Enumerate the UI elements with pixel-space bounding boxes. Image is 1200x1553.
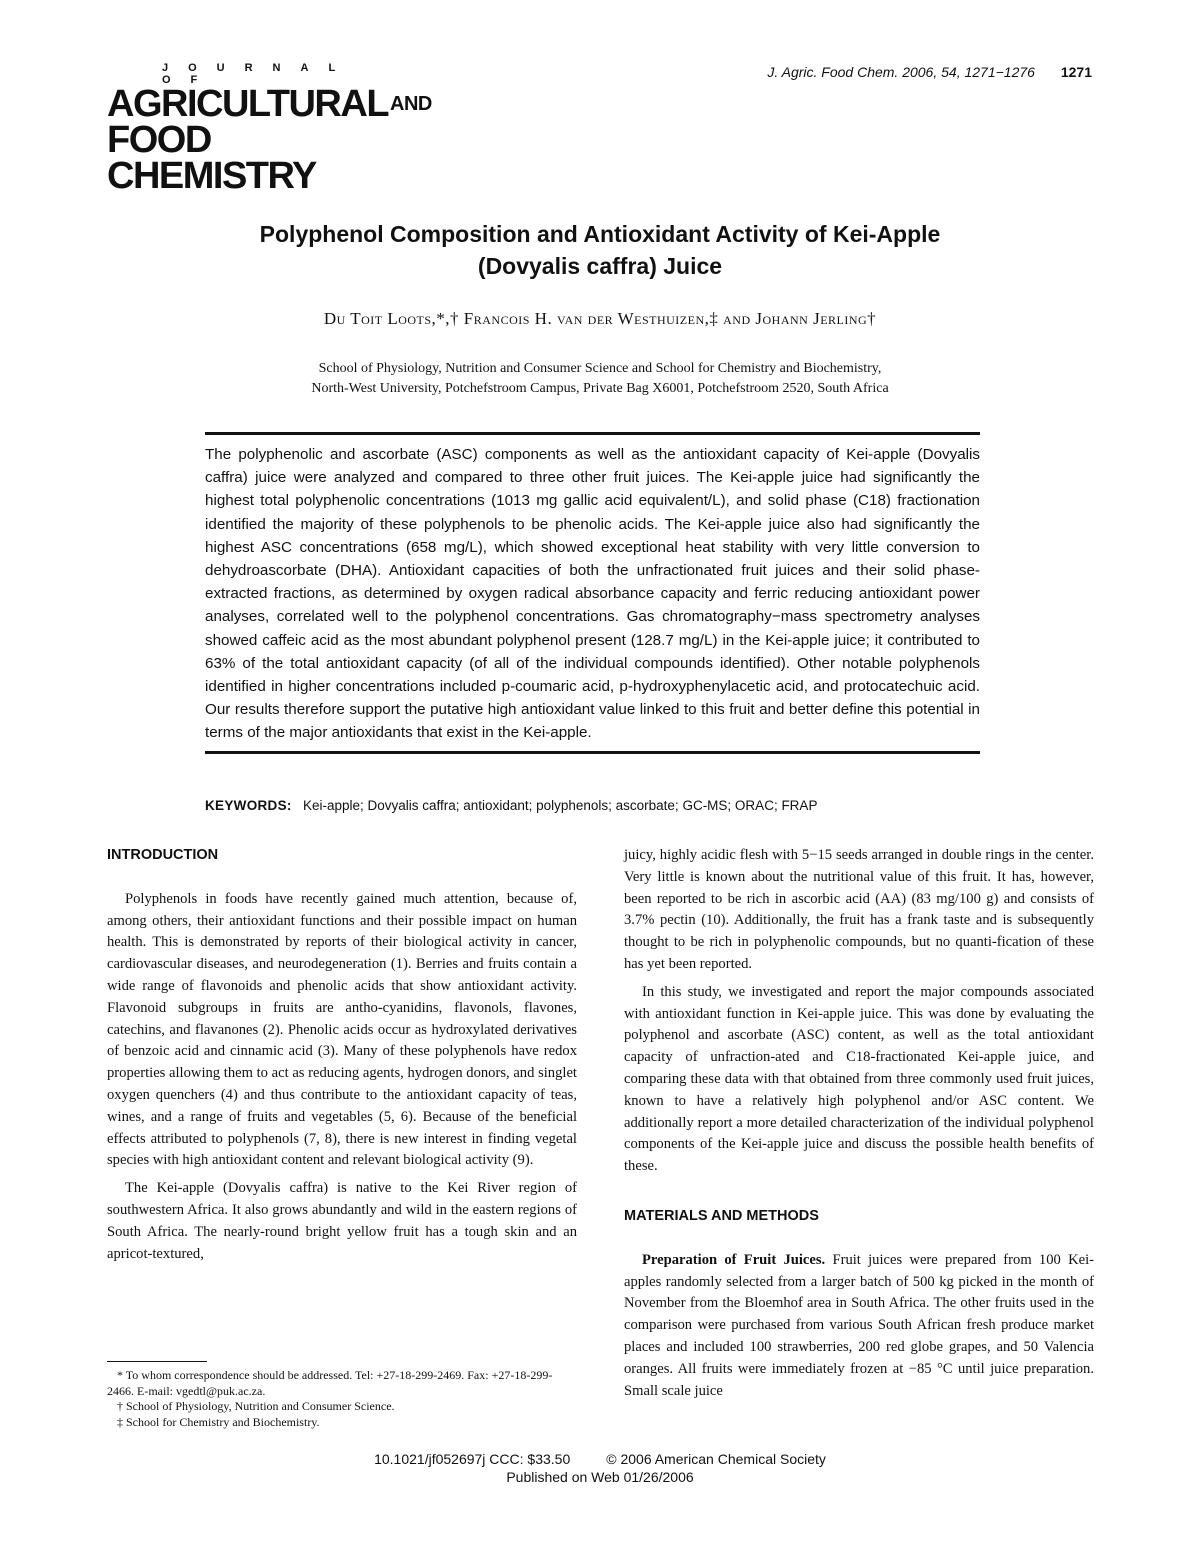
journal-logo-line2: FOOD CHEMISTRY bbox=[107, 119, 316, 197]
abstract-box bbox=[205, 432, 980, 754]
footnotes bbox=[107, 1368, 577, 1430]
keywords bbox=[205, 798, 980, 813]
footer-doi: 10.1021/jf052697j CCC: $33.50 bbox=[374, 1451, 571, 1467]
footer-line1 bbox=[300, 1450, 900, 1468]
citation-header bbox=[767, 64, 1092, 80]
footnote-correspondence: * To whom correspondence should be addressed. Tel: +27-18-299-2469. Fax: +27-18-299-2466. E-mail: vgedtl@puk.ac.za. bbox=[107, 1368, 553, 1398]
footnote-double-dagger: ‡ School for Chemistry and Biochemistry. bbox=[117, 1414, 320, 1429]
keywords-text: Kei-apple; Dovyalis caffra; antioxidant; polyphenols; ascorbate; GC-MS; ORAC; FRAP bbox=[302, 798, 818, 813]
introduction-heading: INTRODUCTION bbox=[107, 847, 219, 863]
article-title-line2: (Dovyalis caffra) Juice bbox=[477, 253, 723, 279]
journal-logo-and: AND bbox=[390, 93, 432, 115]
page-number: 1271 bbox=[1060, 64, 1092, 80]
article-title-line1: Polyphenol Composition and Antioxidant Activity of Kei-Apple bbox=[259, 221, 941, 247]
right-paragraph-2: In this study, we investigated and report the major compounds associated with antioxidant function in Kei-apple juice. This was done by evaluating the polyphenol and ascorbate (ASC) content, as well as the total antioxidant capacity of unfraction-ated and C18-fractionated Kei-apple juice, and comparing these data with that obtained from three commonly used fruit juices, known to have a relatively high polyphenol and/or ASC content. We additionally report a more detailed characterization of the individual polyphenol components of the Kei-apple juice and discuss the possible health benefits of these. bbox=[624, 983, 1094, 1175]
right-column bbox=[624, 845, 1094, 1402]
article-title bbox=[100, 218, 1100, 282]
methods-paragraph-1 bbox=[624, 1250, 1094, 1403]
footnote-dagger: † School of Physiology, Nutrition and Consumer Science. bbox=[117, 1399, 395, 1413]
article-affiliation bbox=[100, 359, 1100, 399]
journal-logo-agricultural: AGRICULTURAL bbox=[107, 83, 389, 125]
article-authors: Du Toit Loots,*,† Francois H. van der Westhuizen,‡ and Johann Jerling† bbox=[323, 309, 877, 328]
journal-logo-top: JOURNAL OF bbox=[162, 62, 355, 86]
affiliation-line2: North-West University, Potchefstroom Campus, Private Bag X6001, Potchefstroom 2520, South Africa bbox=[311, 381, 889, 396]
keywords-label: KEYWORDS: bbox=[205, 798, 292, 813]
footnote-rule bbox=[107, 1361, 207, 1362]
citation-text: J. Agric. Food Chem. 2006, 54, 1271−1276 bbox=[767, 64, 1035, 80]
journal-logo-line1 bbox=[107, 83, 432, 125]
journal-logo bbox=[107, 62, 432, 197]
affiliation-line1: School of Physiology, Nutrition and Consumer Science and School for Chemistry and Biochemistry, bbox=[318, 361, 882, 376]
footer-published: Published on Web 01/26/2006 bbox=[506, 1469, 694, 1485]
page-footer bbox=[300, 1450, 900, 1486]
intro-paragraph-1: Polyphenols in foods have recently gained much attention, because of, among others, their antioxidant functions and their possible impact on human health. This is demonstrated by reports of their biological activity in cancer, cardiovascular diseases, and neurodegeneration (1). Berries and fruits contain a wide range of flavonoids and phenolic acids that show antioxidant activity. Flavonoid subgroups in fruits are antho-cyanidins, flavonols, flavones, catechins, and flavanones (2). Phenolic acids occur as hydroxylated derivatives of benzoic acid and cinnamic acid (3). Many of these polyphenols have redox properties allowing them to act as reducing agents, hydrogen donors, and singlet oxygen quenchers (4) and thus contribute to the antioxidant capacity of teas, wines, and a range of fruits and vegetables (5, 6). Because of the beneficial effects attributed to polyphenols (7, 8), there is new interest in finding vegetal species with high antioxidant content and relevant biological activity (9). bbox=[107, 890, 577, 1169]
methods-heading: MATERIALS AND METHODS bbox=[624, 1207, 819, 1224]
abstract-text: The polyphenolic and ascorbate (ASC) components as well as the antioxidant capacity of Kei-apple (Dovyalis caffra) juice were analyzed and compared to three other fruit juices. The Kei-apple juice had significantly the highest total polyphenolic concentrations (1013 mg gallic acid equivalent/L), and solid phase (C18) fractionation identified the majority of these polyphenols to be phenolic acids. The Kei-apple juice also had significantly the highest ASC concentrations (658 mg/L), which showed exceptional heat stability with very little conversion to dehydroascorbate (DHA). Antioxidant capacities of both the unfractionated fruit juices and their solid phase-extracted fractions, as determined by oxygen radical absorbance capacity and ferric reducing antioxidant power analyses, correlated well to the polyphenol concentrations. Gas chromatography−mass spectrometry analyses showed caffeic acid as the most abundant polyphenol present (128.7 mg/L) in the Kei-apple juice; it contributed to 63% of the total antioxidant capacity (of all of the individual compounds identified). Other notable polyphenols identified in higher concentrations included p-coumaric acid, p-hydroxyphenylacetic acid, and protocatechuic acid. Our results therefore support the putative high antioxidant value linked to this fruit and better define this potential in terms of the major antioxidants that exist in the Kei-apple. bbox=[205, 446, 980, 742]
left-column bbox=[107, 845, 577, 1265]
methods-text: Fruit juices were prepared from 100 Kei-apples randomly selected from a larger batch of 500 kg picked in the month of November from the Bloemhof area in South Africa. The other fruits used in the comparison were purchased from various South African fresh produce market places and included 100 strawberries, 200 red globe grapes, and 50 Valencia oranges. All fruits were immediately frozen at −85 °C until juice preparation. Small scale juice bbox=[624, 1251, 1095, 1399]
footer-copyright: © 2006 American Chemical Society bbox=[606, 1451, 826, 1467]
methods-run-in: Preparation of Fruit Juices. bbox=[642, 1251, 826, 1268]
intro-paragraph-2: The Kei-apple (Dovyalis caffra) is native to the Kei River region of southwestern Africa. It also grows abundantly and wild in the eastern regions of South Africa. The nearly-round bright yellow fruit has a tough skin and an apricot-textured, bbox=[107, 1180, 577, 1262]
right-paragraph-1: juicy, highly acidic flesh with 5−15 seeds arranged in double rings in the center. Very little is known about the nutritional value of this fruit. It has, however, been reported to be rich in ascorbic acid (AA) (83 mg/100 g) and consists of 3.7% pectin (10). Additionally, the fruit has a frank taste and is subsequently thought to be rich in polyphenolic compounds, but no quanti-fication of these has yet been reported. bbox=[624, 847, 1094, 972]
